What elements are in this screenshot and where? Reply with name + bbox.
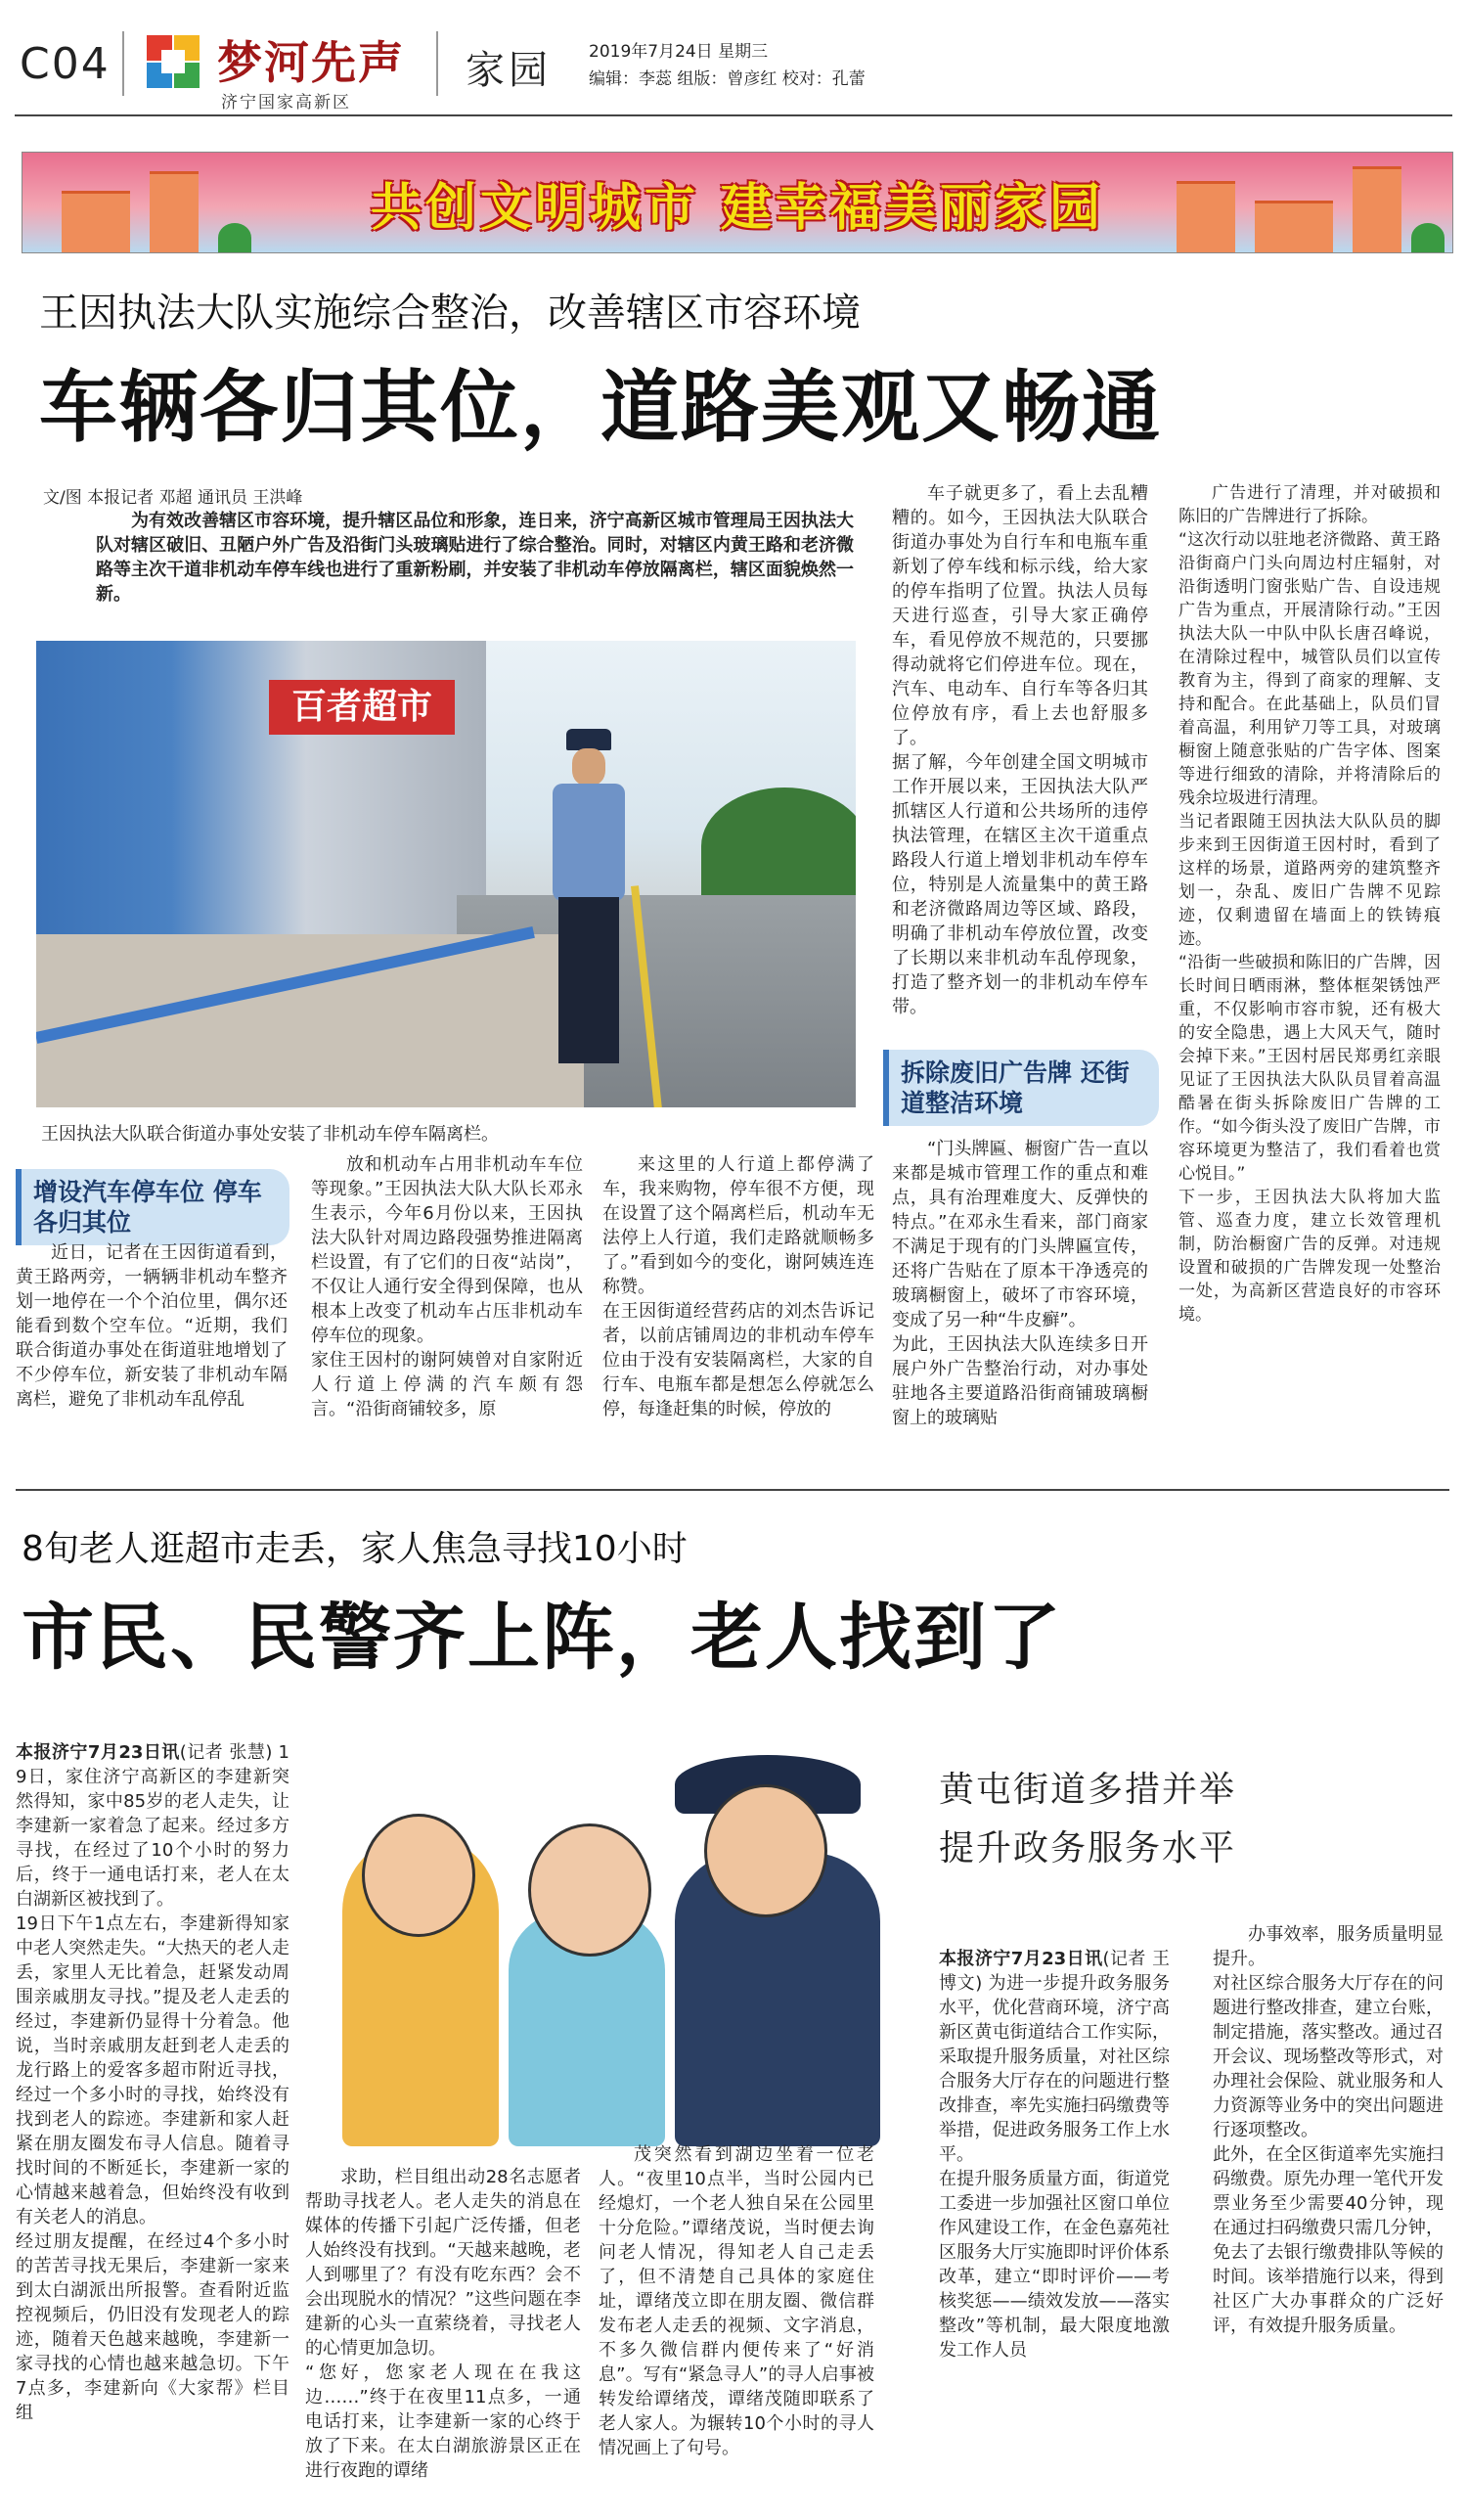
story1-column: 广告进行了清理，并对破损和陈旧的广告牌进行了拆除。 “这次行动以驻地老济微路、黄王路沿街商户门头向周边村庄辐射，对沿街透明门窗张贴广告、自设违规广告为重点，开展清除行动。”王因执法大队一中队中队长唐召峰说，在清除过程中，城管队员们以宣传教育为主，得到了商家的理解、支持和配合。在此基础上，队员们冒着高温，利用铲刀等工具，对玻璃橱窗上随意张贴的广告字体、图案等进行细致的清除，并将清除后的残余垃圾进行清理。 当记者跟随王因执法大队队员的脚步来到王因街道王因村时，看到了这样的场景，道路两旁的建筑整齐划一，杂乱、废旧广告牌不见踪迹，仅剩遗留在墙面上的铁铸痕迹。 “沿街一些破损和陈旧的广告牌，因长时间日晒雨淋，整体框架锈蚀严重，不仅影响市容市貌，还有极大的安全隐患，遇上大风天气，随时会掉下来。”王因村居民郑勇红亲眼见证了王因执法大队队员冒着高温酷暑在街头拆除废旧广告牌的工作。“如今街头没了废旧广告牌，市容环境更为整洁了，我们看着也赏心悦目。” 下一步，王因执法大队将加大监管、巡查力度，建立长效管理机制，防治橱窗广告的反弹。对违规设置和破损的广告牌发现一处整治一处，为高新区营造良好的市容环境。 <box>1178 483 1441 1325</box>
illus-woman-head <box>362 1814 475 1937</box>
story3-dateline: 本报济宁7月23日讯 <box>939 1949 1103 1969</box>
story1-headline: 车辆各归其位，道路美观又畅通 <box>39 362 1162 453</box>
story1-subhead-2: 拆除废旧广告牌 还街道整洁环境 <box>883 1050 1159 1126</box>
story1-subhead-1: 增设汽车停车位 停车各归其位 <box>16 1169 289 1245</box>
story2-column: 茂突然看到湖边坐着一位老人。“夜里10点半，当时公园内已经熄灯，一个老人独自呆在公园里十分危险。”谭绪茂说，当时便去询问老人情况，得知老人自己走丢了，但不清楚自己具体的家庭住址，谭绪茂立即在朋友圈、微信群发布老人走丢的视频、文字消息，不多久微信群内便传来了“好消息”。写有“紧急寻人”的寻人启事被转发给谭绪茂，谭绪茂随即联系了老人家人。为辗转10个小时的寻人情况画上了句号。 <box>599 2144 874 2458</box>
section-rule <box>16 1489 1449 1491</box>
story3-column: 办事效率，服务质量明显提升。 对社区综合服务大厅存在的问题进行整改排查，建立台账，制定措施，落实整改。通过召开会议、现场整改等形式，对办理社会保险、就业服务和人力资源等业务中的突出问题进行逐项整改。 此外，在全区街道率先实施扫码缴费。原先办理一笔代开发票业务至少需要40分钟，现在通过扫码缴费只需几分钟，免去了去银行缴费排队等候的时间。该举措施行以来，得到社区广大办事群众的广泛好评，有效提升服务质量。 <box>1213 1924 1444 2336</box>
story1-column: 近日，记者在王因街道看到，黄王路两旁，一辆辆非机动车整齐划一地停在一个个泊位里，偶尔还能看到数个空车位。“近期，我们联合街道办事处在街道驻地增划了不少停车位，新安装了非机动车隔离栏，避免了非机动车乱停乱 <box>16 1242 288 1410</box>
story1-column: 放和机动车占用非机动车车位等现象。”王因执法大队大队长邓永生表示，今年6月份以来，王因执法大队针对周边路段强势推进隔离栏设置，有了它们的日夜“站岗”，不仅让人通行安全得到保障，也从根本上改变了机动车占压非机动车停车位的现象。 家住王因村的谢阿姨曾对自家附近人行道上停满的汽车颇有怨言。“沿街商铺较多，原 <box>311 1154 583 1419</box>
story2-column: 求助，栏目组出动28名志愿者帮助寻找老人。老人走失的消息在媒体的传播下引起广泛传播，但老人始终没有找到。“天越来越晚，老人到哪里了？有没有吃东西？会不会出现脱水的情况？”这些问题在李建新的心头一直萦绕着，寻找老人的心情更加急切。 “您好，您家老人现在在我这边……”终于在夜里11点多，一通电话打来，让李建新一家的心终于放了下来。在太白湖旅游景区正在进行夜跑的谭绪 <box>305 2167 581 2481</box>
story2-headline: 市民、民警齐上阵，老人找到了 <box>22 1596 1062 1680</box>
header-divider <box>436 31 438 96</box>
page-number: C04 <box>20 39 111 89</box>
story1-column: “门头牌匾、橱窗广告一直以来都是城市管理工作的重点和难点，具有治理难度大、反弹快的特点。”在邓永生看来，部门商家不满足于现有的门头牌匾宣传，还将广告贴在了原本干净透亮的玻璃橱窗上，破坏了市容环境，变成了另一种“牛皮癣”。 为此，王因执法大队连续多日开展户外广告整治行动，对办事处驻地各主要道路沿街商铺玻璃橱窗上的玻璃贴 <box>892 1139 1148 1428</box>
section-name: 家园 <box>466 48 552 93</box>
story1-photo <box>36 641 856 1107</box>
story3-title-line2: 提升政务服务水平 <box>939 1828 1237 1868</box>
banner-slogan: 共创文明城市 建幸福美丽家园 <box>370 179 1105 238</box>
photo-store-sign: 百者超市 <box>269 680 455 735</box>
story1-column: 车子就更多了，看上去乱糟糟的。如今，王因执法大队联合街道办事处为自行车和电瓶车重新划了停车线和标示线，给大家的停车指明了位置。执法人员每天进行巡查，引导大家正确停车，看见停放不规范的，只要挪得动就将它们停进车位。现在，汽车、电动车、自行车等各归其位停放有序，看上去也舒服多了。 据了解，今年创建全国文明城市工作开展以来，王因执法大队严抓辖区人行道和公共场所的违停执法管理，在辖区主次干道重点路段人行道上增划非机动车停车位，特别是人流量集中的黄王路和老济微路周边等区域、路段，明确了非机动车停放位置，改变了长期以来非机动车乱停现象，打造了整齐划一的非机动车停车带。 <box>892 483 1148 1017</box>
story1-byline: 文/图 本报记者 邓超 通讯员 王洪峰 <box>43 488 303 508</box>
editor-credits: 编辑：李蕊 组版：曾彦红 校对：孔蕾 <box>589 69 866 89</box>
header-divider <box>122 31 124 96</box>
masthead-logo-icon <box>145 33 201 90</box>
story3-title <box>939 1761 1236 1878</box>
illus-police-head <box>704 1784 827 1917</box>
story3-column <box>939 1922 1170 2362</box>
story3-title-line1: 黄屯街道多措并举 <box>939 1770 1237 1810</box>
story2-dateline: 本报济宁7月23日讯 <box>16 1742 180 1763</box>
story2-kicker: 8旬老人逛超市走丢，家人焦急寻找10小时 <box>22 1529 688 1569</box>
story1-photo-caption: 王因执法大队联合街道办事处安装了非机动车停车隔离栏。 <box>41 1124 499 1145</box>
header-rule <box>15 114 1452 116</box>
story2-column <box>16 1716 289 2425</box>
story2-text: (记者 张慧) 19日，家住济宁高新区的李建新突然得知，家中85岁的老人走失，让李建新一家着急了起来。经过多方寻找，在经过了10个小时的努力后，终于一通电话打来，老人在太白湖新区被找到了。 19日下午1点左右，李建新得知家中老人突然走失。“大热天的老人走丢，家里人无比着急，赶紧发动周围亲戚朋友寻找。”提及老人走丢的经过，李建新仍显得十分着急。他说，当时亲戚朋友赶到老人走丢的龙行路上的爱客多超市附近寻找，经过一个多小时的寻找，始终没有找到老人的踪迹。李建新和家人赶紧在朋友圈发布寻人信息。随着寻找时间的不断延长，李建新一家的心情越来越着急，但始终没有收到有关老人的消息。 经过朋友提醒，在经过4个多小时的苦苦寻找无果后，李建新一家来到太白湖派出所报警。查看附近监控视频后，仍旧没有发现老人的踪迹，随着天色越来越晚，李建新一家寻找的心情也越来越急切。下午7点多，李建新向《大家帮》栏目组 <box>16 1742 289 2423</box>
masthead-title: 梦河先声 <box>217 36 405 89</box>
issue-date: 2019年7月24日 星期三 <box>589 42 769 62</box>
illus-elder-head <box>528 1823 651 1957</box>
story2-illustration <box>303 1735 880 2150</box>
photo-trees <box>701 788 856 905</box>
campaign-banner <box>22 152 1453 253</box>
story1-kicker: 王因执法大队实施综合整治，改善辖区市容环境 <box>39 291 861 336</box>
story1-column: 来这里的人行道上都停满了车，我来购物，停车很不方便，现在设置了这个隔离栏后，机动车无法停上人行道，我们走路就顺畅多了。”看到如今的变化，谢阿姨连连称赞。 在王因街道经营药店的刘杰告诉记者，以前店铺周边的非机动车停车位由于没有安装隔离栏，大家的自行车、电瓶车都是想怎么停就怎么停，每逢赶集的时候，停放的 <box>602 1154 874 1419</box>
story3-text: (记者 王博文) 为进一步提升政务服务水平，优化营商环境，济宁高新区黄屯街道结合工作实际，采取提升服务质量，对社区综合服务大厅存在的问题进行整改排查，率先实施扫码缴费等举措，促进政务服务工作上水平。 在提升服务质量方面，街道党工委进一步加强社区窗口单位作风建设工作，在金色嘉苑社区服务大厅实施即时评价体系改革，建立“即时评价——考核奖惩——绩效发放——落实整改”等机制，最大限度地激发工作人员 <box>939 1949 1170 2361</box>
photo-officer <box>545 729 633 1081</box>
story1-lead: 为有效改善辖区市容环境，提升辖区品位和形象，连日来，济宁高新区城市管理局王因执法大队对辖区破旧、丑陋户外广告及沿街门头玻璃贴进行了综合整治。同时，对辖区内黄王路和老济微路等主次干道非机动车停车线也进行了重新粉刷，并安装了非机动车停放隔离栏，辖区面貌焕然一新。 <box>96 511 854 605</box>
masthead-district: 济宁国家高新区 <box>221 93 351 112</box>
